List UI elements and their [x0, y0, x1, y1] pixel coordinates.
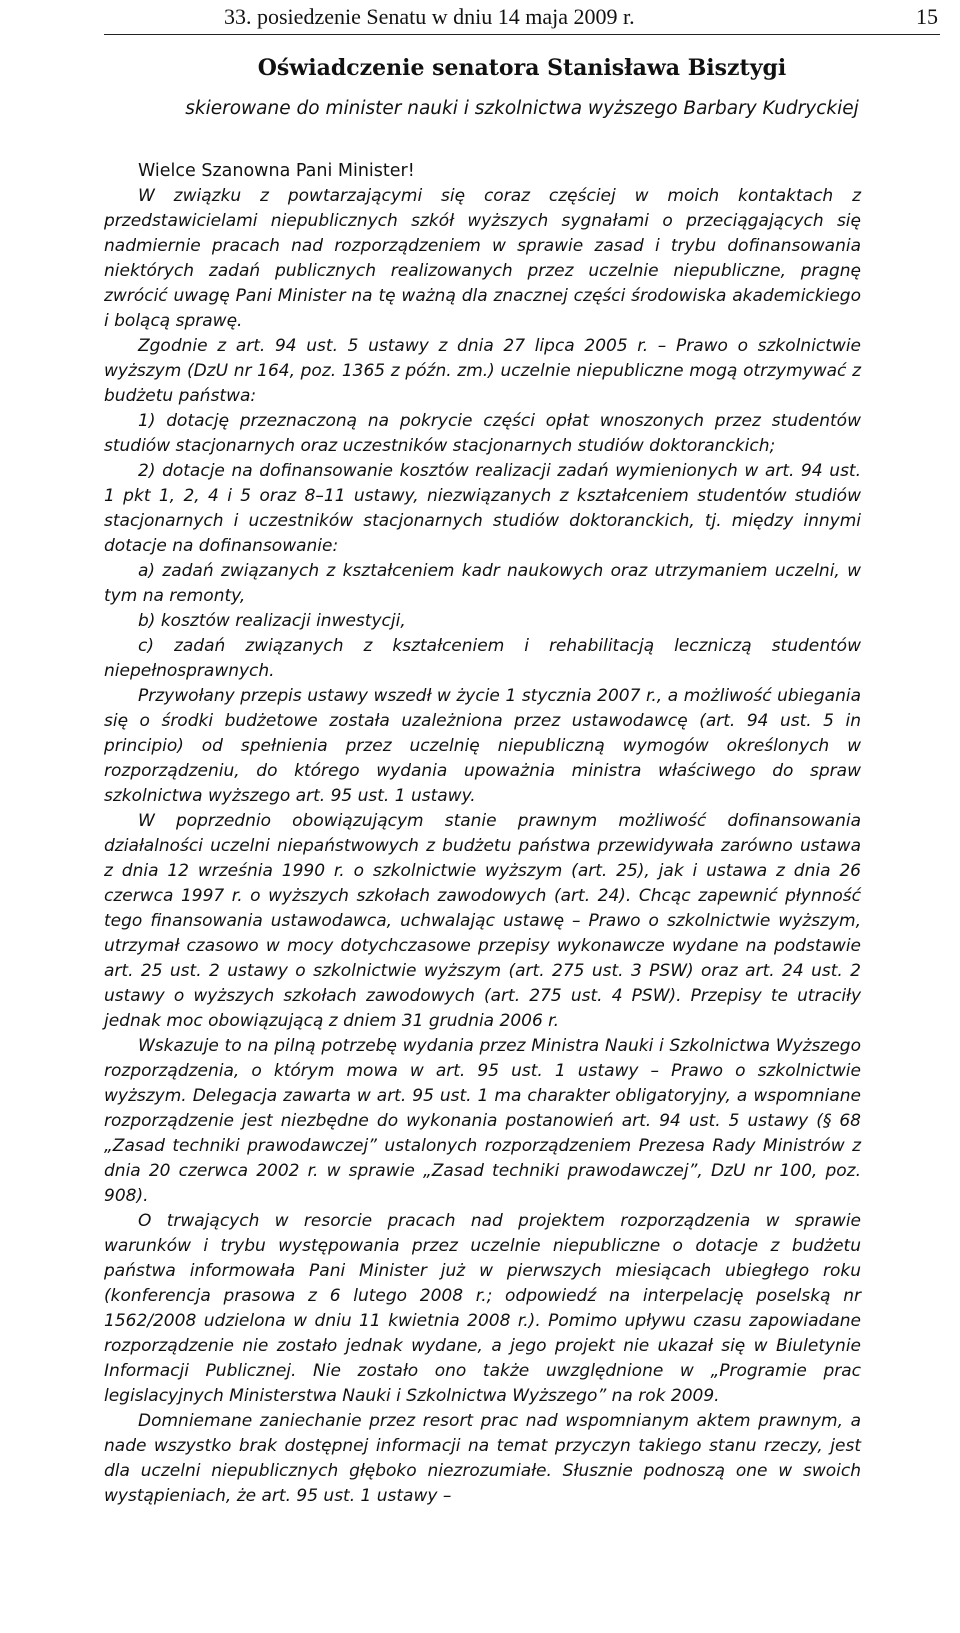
paragraph: Domniemane zaniechanie przez resort prac nad wspomnianym aktem prawnym, a nade wszystko brak dostępnej informacji na temat przyczyn takiego stanu rzeczy, jest dla uczelni niepublicznych głęboko niezrozumiałe. Słusznie podnoszą one w swoich wystąpieniach, że art. 95 ust. 1 ustawy – [104, 1411, 861, 1506]
header-title: 33. posiedzenie Senatu w dniu 14 maja 2009 r. [224, 4, 635, 29]
sub-list-item: c) zadań związanych z kształceniem i rehabilitacją leczniczą studentów niepełnosprawnych. [104, 636, 861, 681]
paragraph: W związku z powtarzającymi się coraz częściej w moich kontaktach z przedstawicielami niepublicznych szkół wyższych sygnałami o przeciągających się nadmiernie pracach nad rozporządzeniem w sprawie zasad i trybu dofinansowania niektórych zadań publicznych realizowanych przez uczelnie niepubliczne, pragnę zwrócić uwagę Pani Minister na tę ważną dla znacznej części środowiska akademickiego i bolącą sprawę. [104, 186, 861, 331]
document-body [104, 184, 861, 1509]
list-item: 1) dotację przeznaczoną na pokrycie części opłat wnoszonych przez studentów studiów stacjonarnych oraz uczestników stacjonarnych studiów doktoranckich; [104, 411, 861, 456]
paragraph: Zgodnie z art. 94 ust. 5 ustawy z dnia 27 lipca 2005 r. – Prawo o szkolnictwie wyższym (DzU nr 164, poz. 1365 z późn. zm.) uczelnie niepubliczne mogą otrzymywać z budżetu państwa: [104, 336, 861, 406]
sub-list-item: a) zadań związanych z kształceniem kadr naukowych oraz utrzymaniem uczelni, w tym na remonty, [104, 561, 861, 606]
sub-list-item: b) kosztów realizacji inwestycji, [138, 611, 406, 631]
paragraph: Przywołany przepis ustawy wszedł w życie 1 stycznia 2007 r., a możliwość ubiegania się o środki budżetowe została uzależniona przez ustawodawcę (art. 94 ust. 5 in principio) od spełnienia przez uczelnię niepubliczną wymogów określonych w rozporządzeniu, do którego wydania upoważnia ministra właściwego do spraw szkolnictwa wyższego art. 95 ust. 1 ustawy. [104, 686, 861, 806]
paragraph: O trwających w resorcie pracach nad projektem rozporządzenia w sprawie warunków i trybu występowania przez uczelnie niepubliczne o dotacje z budżetu państwa informowała Pani Minister już w pierwszych miesiącach ubiegłego roku (konferencja prasowa z 6 lutego 2008 r.; odpowiedź na interpelację poselską nr 1562/2008 udzielona w dniu 11 kwietnia 2008 r.). Pomimo upływu czasu zapowiadane rozporządzenie nie zostało jednak wydane, a jego projekt nie ukazał się w Biuletynie Informacji Publicznej. Nie zostało ono także uwzględnione w „Programie prac legislacyjnych Ministerstwa Nauki i Szkolnictwa Wyższego” na rok 2009. [104, 1211, 861, 1406]
document-title: Oświadczenie senatora Stanisława Bisztygi [257, 55, 787, 81]
paragraph: Wskazuje to na pilną potrzebę wydania przez Ministra Nauki i Szkolnictwa Wyższego rozporządzenia, o którym mowa w art. 95 ust. 1 ustawy – Prawo o szkolnictwie wyższym. Delegacja zawarta w art. 95 ust. 1 ma charakter obligatoryjny, a wspomniane rozporządzenie jest niezbędne do wykonania postanowień art. 94 ust. 5 ustawy (§ 68 „Zasad techniki prawodawczej” ustalonych rozporządzeniem Prezesa Rady Ministrów z dnia 20 czerwca 2002 r. w sprawie „Zasad techniki prawodawczej”, DzU nr 100, poz. 908). [104, 1036, 861, 1206]
salutation: Wielce Szanowna Pani Minister! [138, 161, 415, 181]
page-number: 15 [916, 4, 938, 29]
paragraph: W poprzednio obowiązującym stanie prawnym możliwość dofinansowania działalności uczelni niepaństwowych z budżetu państwa przewidywała zarówno ustawa z dnia 12 września 1990 r. o szkolnictwie wyższym (art. 25), jak i ustawa z dnia 26 czerwca 1997 r. o wyższych szkołach zawodowych (art. 24). Chcąc zapewnić płynność tego finansowania ustawodawca, uchwalając ustawę – Prawo o szkolnictwie wyższym, utrzymał czasowo w mocy dotychczasowe przepisy wykonawcze wydane na podstawie art. 25 ust. 2 ustawy o szkolnictwie wyższym (art. 275 ust. 3 PSW) oraz art. 24 ust. 2 ustawy o wyższych szkołach zawodowych (art. 275 ust. 4 PSW). Przepisy te utraciły jednak moc obowiązującą z dniem 31 grudnia 2006 r. [104, 811, 861, 1031]
document-subtitle: skierowane do minister nauki i szkolnictwa wyższego Barbary Kudryckiej [185, 98, 859, 119]
page-header [104, 2, 940, 35]
list-item: 2) dotacje na dofinansowanie kosztów realizacji zadań wymienionych w art. 94 ust. 1 pkt 1, 2, 4 i 5 oraz 8–11 ustawy, niezwiązanych z kształceniem studentów studiów stacjonarnych i uczestników stacjonarnych studiów doktoranckich, tj. między innymi dotacje na dofinansowanie: [104, 461, 861, 556]
